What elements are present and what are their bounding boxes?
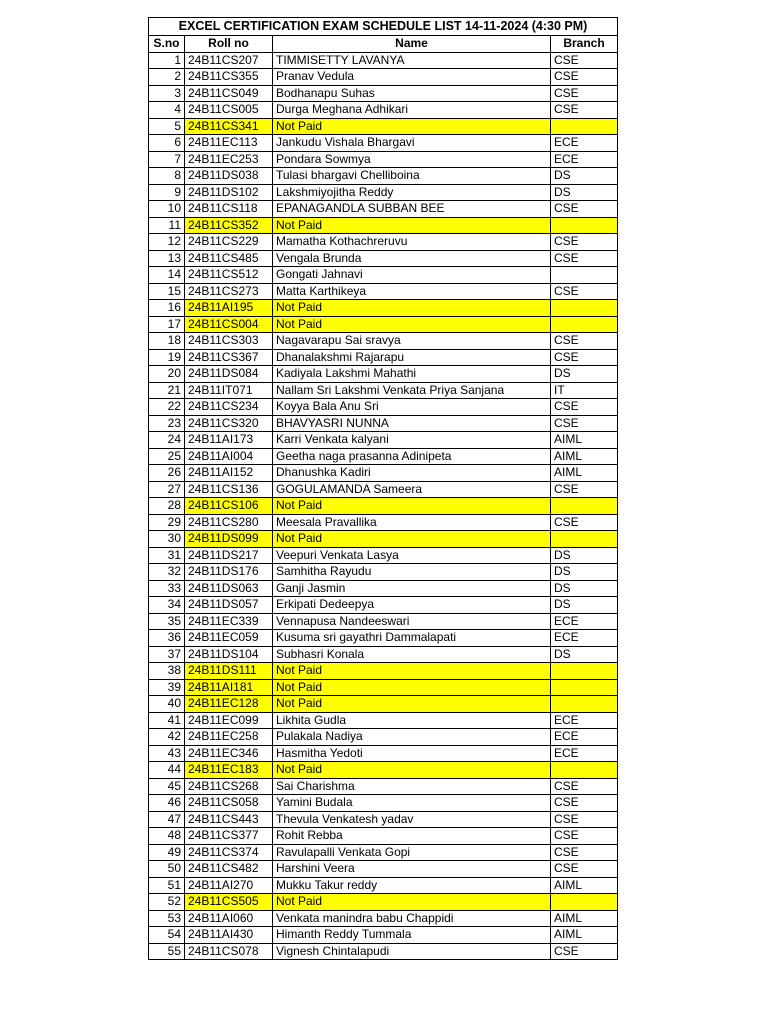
cell-name: Meesala Pravallika [273, 514, 551, 531]
cell-roll-no: 24B11CS374 [185, 844, 273, 861]
cell-name: Not Paid [273, 217, 551, 234]
cell-roll-no: 24B11EC059 [185, 630, 273, 647]
cell-name: BHAVYASRI NUNNA [273, 415, 551, 432]
cell-name: Nagavarapu Sai sravya [273, 333, 551, 350]
cell-roll-no: 24B11CS136 [185, 481, 273, 498]
cell-branch: AIML [551, 877, 618, 894]
table-row [149, 151, 618, 168]
cell-sno: 28 [149, 498, 185, 515]
cell-sno: 19 [149, 349, 185, 366]
cell-roll-no: 24B11DS038 [185, 168, 273, 185]
cell-branch: AIML [551, 432, 618, 449]
cell-roll-no: 24B11AI060 [185, 910, 273, 927]
cell-name: Hasmitha Yedoti [273, 745, 551, 762]
table-row [149, 597, 618, 614]
table-row [149, 366, 618, 383]
cell-roll-no: 24B11CS058 [185, 795, 273, 812]
cell-roll-no: 24B11CS078 [185, 943, 273, 960]
table-row [149, 927, 618, 944]
cell-branch: CSE [551, 250, 618, 267]
cell-sno: 4 [149, 102, 185, 119]
cell-branch: DS [551, 184, 618, 201]
table-row [149, 465, 618, 482]
cell-sno: 3 [149, 85, 185, 102]
cell-branch: DS [551, 646, 618, 663]
table-row [149, 217, 618, 234]
cell-sno: 37 [149, 646, 185, 663]
cell-name: Pondara Sowmya [273, 151, 551, 168]
cell-sno: 36 [149, 630, 185, 647]
cell-name: Erkipati Dedeepya [273, 597, 551, 614]
cell-sno: 48 [149, 828, 185, 845]
cell-name: Mukku Takur reddy [273, 877, 551, 894]
table-row [149, 52, 618, 69]
cell-sno: 12 [149, 234, 185, 251]
cell-name: Tulasi bhargavi Chelliboina [273, 168, 551, 185]
cell-sno: 52 [149, 894, 185, 911]
cell-name: Not Paid [273, 679, 551, 696]
cell-branch: CSE [551, 234, 618, 251]
cell-name: Gongati Jahnavi [273, 267, 551, 284]
table-row [149, 729, 618, 746]
cell-branch [551, 679, 618, 696]
table-row [149, 234, 618, 251]
table-row [149, 547, 618, 564]
table-row [149, 267, 618, 284]
cell-roll-no: 24B11EC346 [185, 745, 273, 762]
cell-name: Koyya Bala Anu Sri [273, 399, 551, 416]
cell-name: Karri Venkata kalyani [273, 432, 551, 449]
cell-branch [551, 663, 618, 680]
table-row [149, 712, 618, 729]
cell-roll-no: 24B11AI181 [185, 679, 273, 696]
cell-branch: DS [551, 597, 618, 614]
cell-roll-no: 24B11CS482 [185, 861, 273, 878]
cell-name: Not Paid [273, 498, 551, 515]
cell-branch [551, 316, 618, 333]
cell-name: Not Paid [273, 118, 551, 135]
cell-branch: ECE [551, 135, 618, 152]
cell-name: Venkata manindra babu Chappidi [273, 910, 551, 927]
header-branch: Branch [551, 36, 618, 53]
cell-roll-no: 24B11CS207 [185, 52, 273, 69]
cell-roll-no: 24B11CS443 [185, 811, 273, 828]
cell-name: Harshini Veera [273, 861, 551, 878]
cell-roll-no: 24B11EC128 [185, 696, 273, 713]
cell-branch: CSE [551, 415, 618, 432]
table-row [149, 349, 618, 366]
cell-branch [551, 696, 618, 713]
cell-roll-no: 24B11EC099 [185, 712, 273, 729]
cell-branch [551, 762, 618, 779]
table-row [149, 415, 618, 432]
table-row [149, 811, 618, 828]
table-row [149, 745, 618, 762]
cell-sno: 39 [149, 679, 185, 696]
cell-roll-no: 24B11CS367 [185, 349, 273, 366]
table-row [149, 844, 618, 861]
cell-roll-no: 24B11CS049 [185, 85, 273, 102]
table-row [149, 877, 618, 894]
cell-sno: 54 [149, 927, 185, 944]
cell-sno: 31 [149, 547, 185, 564]
cell-roll-no: 24B11DS104 [185, 646, 273, 663]
cell-name: Likhita Gudla [273, 712, 551, 729]
cell-sno: 35 [149, 613, 185, 630]
cell-sno: 5 [149, 118, 185, 135]
cell-name: Not Paid [273, 300, 551, 317]
cell-branch [551, 531, 618, 548]
cell-name: Kadiyala Lakshmi Mahathi [273, 366, 551, 383]
cell-branch: DS [551, 547, 618, 564]
cell-branch: CSE [551, 828, 618, 845]
cell-name: EPANAGANDLA SUBBAN BEE [273, 201, 551, 218]
cell-roll-no: 24B11CS268 [185, 778, 273, 795]
cell-name: Veepuri Venkata Lasya [273, 547, 551, 564]
cell-branch: AIML [551, 465, 618, 482]
cell-branch: AIML [551, 927, 618, 944]
cell-name: Vennapusa Nandeeswari [273, 613, 551, 630]
table-body [149, 52, 618, 960]
table-row [149, 514, 618, 531]
cell-branch: ECE [551, 729, 618, 746]
cell-roll-no: 24B11DS084 [185, 366, 273, 383]
cell-sno: 47 [149, 811, 185, 828]
cell-branch: CSE [551, 943, 618, 960]
cell-branch [551, 118, 618, 135]
cell-roll-no: 24B11CS505 [185, 894, 273, 911]
table-row [149, 168, 618, 185]
cell-branch: CSE [551, 333, 618, 350]
cell-name: Bodhanapu Suhas [273, 85, 551, 102]
cell-branch [551, 267, 618, 284]
cell-sno: 26 [149, 465, 185, 482]
cell-sno: 49 [149, 844, 185, 861]
cell-sno: 50 [149, 861, 185, 878]
cell-name: Sai Charishma [273, 778, 551, 795]
cell-branch [551, 894, 618, 911]
cell-branch: AIML [551, 448, 618, 465]
cell-roll-no: 24B11CS229 [185, 234, 273, 251]
cell-roll-no: 24B11DS217 [185, 547, 273, 564]
title-row [149, 18, 618, 36]
cell-roll-no: 24B11CS485 [185, 250, 273, 267]
cell-roll-no: 24B11EC113 [185, 135, 273, 152]
table-row [149, 399, 618, 416]
table-row [149, 679, 618, 696]
cell-sno: 42 [149, 729, 185, 746]
table-row [149, 448, 618, 465]
cell-branch: ECE [551, 613, 618, 630]
cell-roll-no: 24B11CS005 [185, 102, 273, 119]
table-row [149, 828, 618, 845]
cell-roll-no: 24B11CS273 [185, 283, 273, 300]
cell-sno: 24 [149, 432, 185, 449]
cell-sno: 15 [149, 283, 185, 300]
cell-roll-no: 24B11CS118 [185, 201, 273, 218]
cell-roll-no: 24B11CS320 [185, 415, 273, 432]
cell-branch: CSE [551, 795, 618, 812]
cell-name: Ganji Jasmin [273, 580, 551, 597]
cell-branch: CSE [551, 861, 618, 878]
cell-sno: 38 [149, 663, 185, 680]
sheet-title: EXCEL CERTIFICATION EXAM SCHEDULE LIST 14-11-2024 (4:30 PM) [149, 18, 618, 36]
cell-name: Thevula Venkatesh yadav [273, 811, 551, 828]
cell-name: Samhitha Rayudu [273, 564, 551, 581]
cell-branch [551, 217, 618, 234]
table-row [149, 943, 618, 960]
cell-sno: 33 [149, 580, 185, 597]
cell-roll-no: 24B11AI430 [185, 927, 273, 944]
cell-sno: 20 [149, 366, 185, 383]
cell-branch: CSE [551, 201, 618, 218]
cell-sno: 53 [149, 910, 185, 927]
cell-branch: CSE [551, 844, 618, 861]
cell-branch: DS [551, 168, 618, 185]
table-row [149, 564, 618, 581]
cell-branch: CSE [551, 69, 618, 86]
table-row [149, 118, 618, 135]
cell-roll-no: 24B11DS176 [185, 564, 273, 581]
cell-name: Nallam Sri Lakshmi Venkata Priya Sanjana [273, 382, 551, 399]
cell-name: Pulakala Nadiya [273, 729, 551, 746]
cell-roll-no: 24B11CS341 [185, 118, 273, 135]
cell-sno: 16 [149, 300, 185, 317]
cell-name: Not Paid [273, 696, 551, 713]
cell-branch: DS [551, 580, 618, 597]
cell-roll-no: 24B11DS099 [185, 531, 273, 548]
cell-branch: CSE [551, 514, 618, 531]
table-row [149, 184, 618, 201]
table-row [149, 316, 618, 333]
cell-sno: 1 [149, 52, 185, 69]
cell-name: Lakshmiyojitha Reddy [273, 184, 551, 201]
cell-sno: 13 [149, 250, 185, 267]
cell-sno: 17 [149, 316, 185, 333]
cell-roll-no: 24B11DS102 [185, 184, 273, 201]
cell-name: Not Paid [273, 663, 551, 680]
cell-sno: 25 [149, 448, 185, 465]
cell-branch: ECE [551, 745, 618, 762]
table-row [149, 382, 618, 399]
cell-sno: 41 [149, 712, 185, 729]
cell-roll-no: 24B11CS106 [185, 498, 273, 515]
table-row [149, 333, 618, 350]
cell-sno: 46 [149, 795, 185, 812]
table-row [149, 696, 618, 713]
table-row [149, 861, 618, 878]
cell-roll-no: 24B11EC183 [185, 762, 273, 779]
cell-sno: 7 [149, 151, 185, 168]
cell-sno: 55 [149, 943, 185, 960]
cell-sno: 30 [149, 531, 185, 548]
table-row [149, 531, 618, 548]
cell-sno: 40 [149, 696, 185, 713]
table-row [149, 894, 618, 911]
cell-branch: ECE [551, 630, 618, 647]
table-row [149, 432, 618, 449]
cell-sno: 27 [149, 481, 185, 498]
cell-branch: CSE [551, 778, 618, 795]
cell-name: Dhanushka Kadiri [273, 465, 551, 482]
cell-sno: 22 [149, 399, 185, 416]
cell-sno: 14 [149, 267, 185, 284]
cell-sno: 11 [149, 217, 185, 234]
cell-branch: CSE [551, 481, 618, 498]
cell-name: Ravulapalli Venkata Gopi [273, 844, 551, 861]
cell-branch: ECE [551, 712, 618, 729]
cell-branch: IT [551, 382, 618, 399]
cell-roll-no: 24B11AI195 [185, 300, 273, 317]
table-row [149, 910, 618, 927]
exam-schedule-table [148, 17, 618, 960]
cell-roll-no: 24B11CS234 [185, 399, 273, 416]
cell-sno: 44 [149, 762, 185, 779]
cell-name: Not Paid [273, 762, 551, 779]
cell-name: GOGULAMANDA Sameera [273, 481, 551, 498]
cell-roll-no: 24B11DS057 [185, 597, 273, 614]
cell-roll-no: 24B11CS303 [185, 333, 273, 350]
cell-sno: 45 [149, 778, 185, 795]
cell-sno: 51 [149, 877, 185, 894]
cell-roll-no: 24B11AI152 [185, 465, 273, 482]
cell-branch: CSE [551, 811, 618, 828]
cell-branch [551, 498, 618, 515]
cell-name: Dhanalakshmi Rajarapu [273, 349, 551, 366]
header-name: Name [273, 36, 551, 53]
cell-name: Rohit Rebba [273, 828, 551, 845]
cell-name: Mamatha Kothachreruvu [273, 234, 551, 251]
cell-sno: 2 [149, 69, 185, 86]
cell-branch [551, 300, 618, 317]
table-row [149, 250, 618, 267]
cell-name: Matta Karthikeya [273, 283, 551, 300]
table-row [149, 646, 618, 663]
header-row [149, 36, 618, 53]
cell-roll-no: 24B11AI004 [185, 448, 273, 465]
cell-name: Kusuma sri gayathri Dammalapati [273, 630, 551, 647]
cell-branch: DS [551, 564, 618, 581]
table-row [149, 613, 618, 630]
table-row [149, 102, 618, 119]
cell-roll-no: 24B11IT071 [185, 382, 273, 399]
table-row [149, 795, 618, 812]
cell-name: Subhasri Konala [273, 646, 551, 663]
cell-name: Geetha naga prasanna Adinipeta [273, 448, 551, 465]
cell-branch: CSE [551, 283, 618, 300]
cell-name: Yamini Budala [273, 795, 551, 812]
table-row [149, 778, 618, 795]
cell-roll-no: 24B11EC258 [185, 729, 273, 746]
cell-branch: CSE [551, 52, 618, 69]
table-row [149, 135, 618, 152]
cell-sno: 43 [149, 745, 185, 762]
cell-roll-no: 24B11CS355 [185, 69, 273, 86]
header-sno: S.no [149, 36, 185, 53]
table-row [149, 498, 618, 515]
cell-name: Not Paid [273, 894, 551, 911]
table-row [149, 85, 618, 102]
cell-roll-no: 24B11CS377 [185, 828, 273, 845]
cell-roll-no: 24B11CS004 [185, 316, 273, 333]
cell-branch: CSE [551, 85, 618, 102]
cell-branch: AIML [551, 910, 618, 927]
cell-roll-no: 24B11EC253 [185, 151, 273, 168]
cell-roll-no: 24B11EC339 [185, 613, 273, 630]
cell-name: Durga Meghana Adhikari [273, 102, 551, 119]
table-row [149, 283, 618, 300]
table-row [149, 201, 618, 218]
cell-sno: 10 [149, 201, 185, 218]
cell-sno: 29 [149, 514, 185, 531]
cell-name: Jankudu Vishala Bhargavi [273, 135, 551, 152]
cell-sno: 23 [149, 415, 185, 432]
table-row [149, 762, 618, 779]
cell-roll-no: 24B11AI173 [185, 432, 273, 449]
table-row [149, 300, 618, 317]
cell-roll-no: 24B11DS111 [185, 663, 273, 680]
table-row [149, 481, 618, 498]
cell-name: Vignesh Chintalapudi [273, 943, 551, 960]
cell-branch: CSE [551, 349, 618, 366]
cell-branch: ECE [551, 151, 618, 168]
table-row [149, 630, 618, 647]
cell-roll-no: 24B11AI270 [185, 877, 273, 894]
cell-roll-no: 24B11CS512 [185, 267, 273, 284]
cell-sno: 9 [149, 184, 185, 201]
cell-name: Pranav Vedula [273, 69, 551, 86]
cell-name: Not Paid [273, 316, 551, 333]
cell-branch: CSE [551, 102, 618, 119]
cell-name: Vengala Brunda [273, 250, 551, 267]
cell-name: Himanth Reddy Tummala [273, 927, 551, 944]
cell-sno: 21 [149, 382, 185, 399]
cell-branch: CSE [551, 399, 618, 416]
cell-sno: 34 [149, 597, 185, 614]
header-roll-no: Roll no [185, 36, 273, 53]
cell-sno: 18 [149, 333, 185, 350]
table-row [149, 663, 618, 680]
cell-name: Not Paid [273, 531, 551, 548]
table-row [149, 580, 618, 597]
cell-sno: 8 [149, 168, 185, 185]
cell-roll-no: 24B11CS280 [185, 514, 273, 531]
cell-branch: DS [551, 366, 618, 383]
table-row [149, 69, 618, 86]
cell-roll-no: 24B11DS063 [185, 580, 273, 597]
cell-roll-no: 24B11CS352 [185, 217, 273, 234]
cell-name: TIMMISETTY LAVANYA [273, 52, 551, 69]
cell-sno: 6 [149, 135, 185, 152]
cell-sno: 32 [149, 564, 185, 581]
